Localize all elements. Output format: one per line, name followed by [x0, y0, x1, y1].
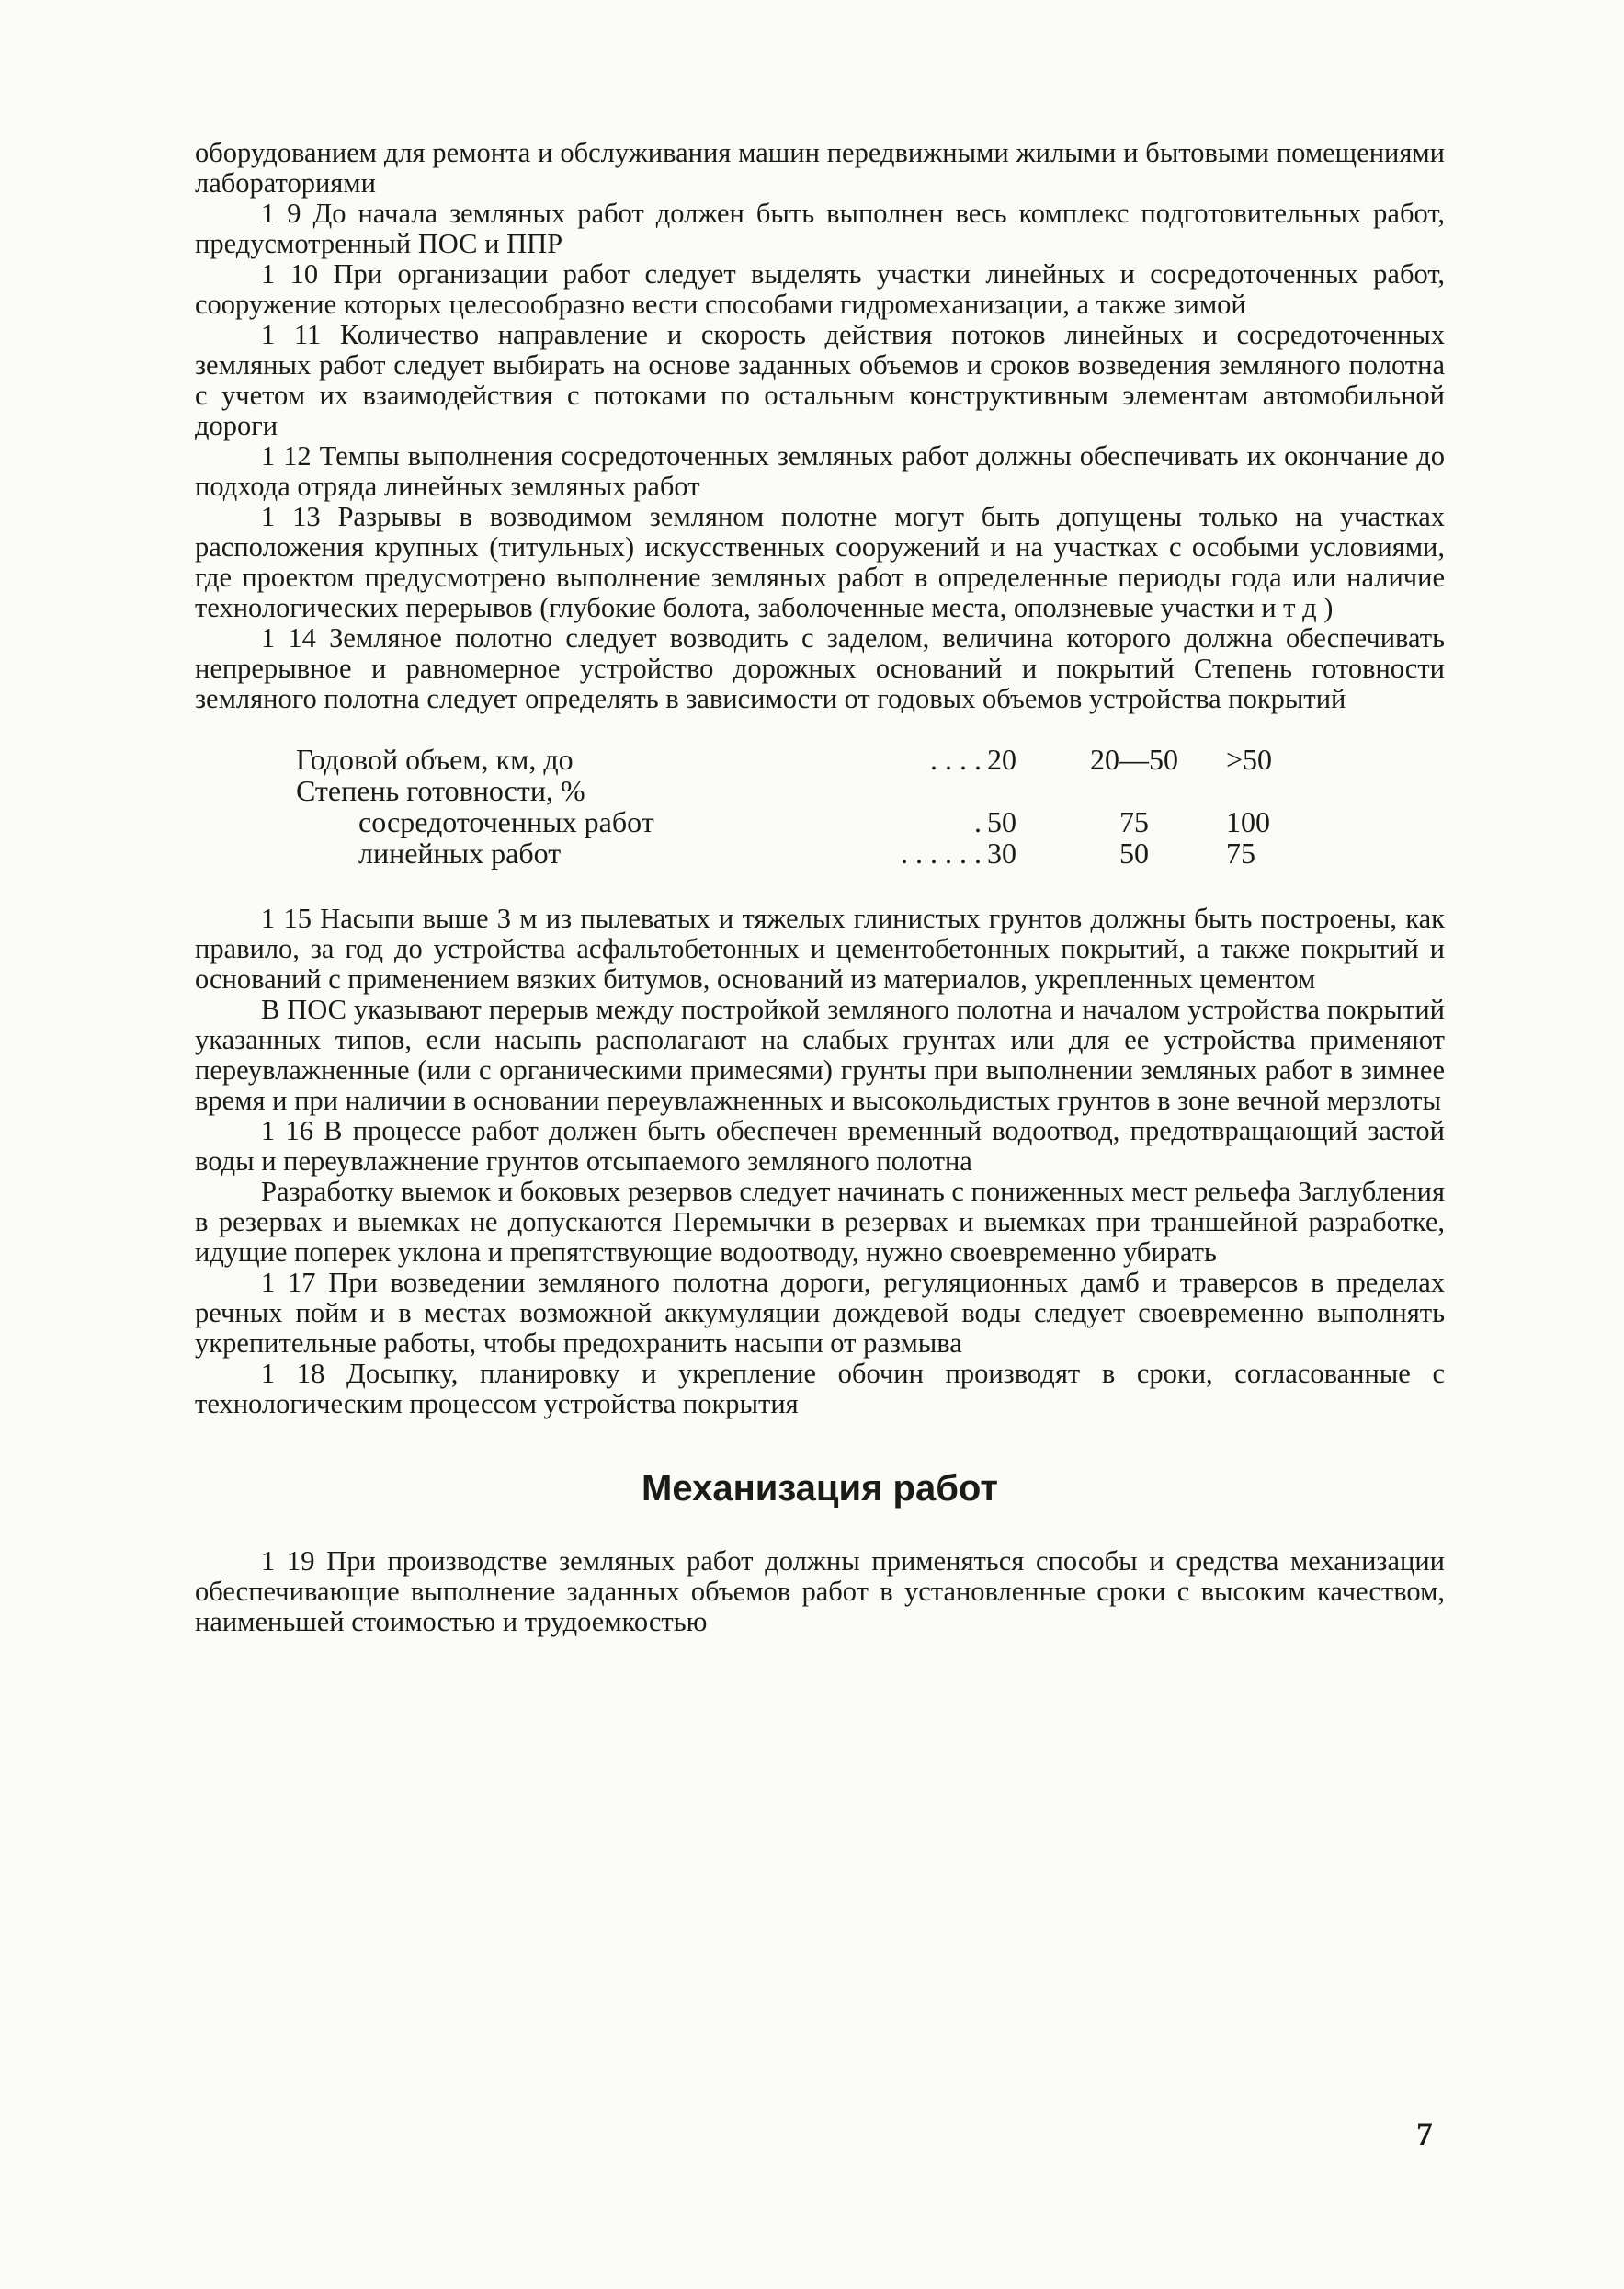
readiness-table: [296, 744, 1281, 869]
row-label: Годовой объем, км, до: [296, 743, 574, 776]
paragraph: 1 15 Насыпи выше 3 м из пылеватых и тяжелых глинистых грунтов должны быть построены, как правило, за год до устройства асфальтобетонных и цементобетонных покрытий, а также покрытий и оснований с применением вязких битумов, оснований из материалов, укрепленных цементом: [195, 903, 1445, 995]
paragraph: 1 12 Темпы выполнения сосредоточенных земляных работ должны обеспечивать их окончание до подхода отряда линейных земляных работ: [195, 440, 1445, 502]
paragraph: Разработку выемок и боковых резервов следует начинать с пониженных мест рельефа Заглубления в резервах и выемках не допускаются Перемычки в резервах и выемках при траншейной разработке, идущие поперек уклона и препятствующие водоотводу, нужно своевременно убирать: [195, 1176, 1445, 1268]
text-block-top: [195, 138, 1445, 714]
paragraph: 1 19 При производстве земляных работ должны применяться способы и средства механизации обеспечивающие выполнение заданных объемов работ в установленные сроки с высоким качеством, наименьшей стоимостью и трудоемкостью: [195, 1545, 1445, 1637]
paragraph: 1 16 В процессе работ должен быть обеспечен временный водоотвод, предотвращающий застой воды и переувлажнение грунтов отсыпаемого земляного полотна: [195, 1115, 1445, 1177]
cell-value-2: 75: [1119, 805, 1149, 838]
table-row: [296, 775, 1281, 806]
table-row: [296, 806, 1281, 837]
cell-value-3: [1226, 775, 1281, 806]
cell-value-1: 30: [987, 837, 1016, 870]
paragraph: 1 11 Количество направление и скорость действия потоков линейных и сосредоточенных земляных работ следует выбирать на основе заданных объемов и сроков возведения земляного полотна с учетом их взаимодействия с потоками по остальным конструктивным элементам автомобильной дороги: [195, 319, 1445, 441]
page-number: 7: [1416, 2115, 1433, 2152]
row-label: линейных работ: [358, 837, 562, 870]
cell-value-1: [987, 775, 1042, 806]
row-label: сосредоточенных работ: [358, 805, 654, 838]
table-row: [296, 837, 1281, 869]
table-row: [296, 744, 1281, 775]
row-leader-dots: . . . .: [930, 743, 982, 776]
paragraph: 1 14 Земляное полотно следует возводить с заделом, величина которого должна обеспечивать непрерывное и равномерное устройство дорожных оснований и покрытий Степень готовности земляного полотна следует определять в зависимости от годовых объемов устройства покрытий: [195, 622, 1445, 714]
cell-value-1: 50: [987, 805, 1016, 838]
cell-value-3: >50: [1226, 743, 1273, 776]
cell-value-2: 50: [1119, 837, 1149, 870]
paragraph: 1 10 При организации работ следует выделять участки линейных и сосредоточенных работ, сооружение которых целесообразно вести способами гидромеханизации, а также зимой: [195, 258, 1445, 320]
paragraph: оборудованием для ремонта и обслуживания машин передвижными жилыми и бытовыми помещениями лабораториями: [195, 137, 1445, 199]
row-leader-dots: .: [974, 805, 982, 838]
paragraph: 1 13 Разрывы в возводимом земляном полотне могут быть допущены только на участках расположения крупных (титульных) искусственных сооружений и на участках с особыми условиями, где проектом предусмотрено выполнение земляных работ в определенные периоды года или наличие технологических перерывов (глубокие болота, заболоченные места, оползневые участки и т д ): [195, 501, 1445, 623]
row-leader-dots: . . . . . .: [901, 837, 982, 870]
cell-value-3: 75: [1226, 837, 1255, 870]
paragraph: 1 18 Досыпку, планировку и укрепление обочин производят в сроки, согласованные с технологическим процессом устройства покрытия: [195, 1358, 1445, 1419]
cell-value-1: 20: [987, 743, 1016, 776]
text-block-middle: [195, 904, 1445, 1419]
cell-value-3: 100: [1226, 805, 1270, 838]
row-label: Степень готовности, %: [296, 774, 585, 807]
paragraph: 1 17 При возведении земляного полотна дороги, регуляционных дамб и траверсов в пределах речных пойм и в местах возможной аккумуляции дождевой воды следует своевременно выполнять укрепительные работы, чтобы предохранить насыпи от размыва: [195, 1267, 1445, 1359]
cell-value-2: 20—50: [1090, 743, 1178, 776]
document-page: [195, 138, 1445, 1637]
text-block-bottom: [195, 1546, 1445, 1637]
paragraph: 1 9 До начала земляных работ должен быть выполнен весь комплекс подготовительных работ, предусмотренный ПОС и ППР: [195, 198, 1445, 259]
row-leader-dots: [789, 775, 987, 806]
section-heading: Механизация работ: [642, 1468, 998, 1509]
paragraph: В ПОС указывают перерыв между постройкой земляного полотна и началом устройства покрытий указанных типов, если насыпь располагают на слабых грунтах или для ее устройства применяют переувлажненные (или с органическими примесями) грунты при выполнении земляных работ в зимнее время и при наличии в основании переувлажненных и высокольдистых грунтов в зоне вечной мерзлоты: [195, 994, 1445, 1116]
cell-value-2: [1042, 775, 1226, 806]
